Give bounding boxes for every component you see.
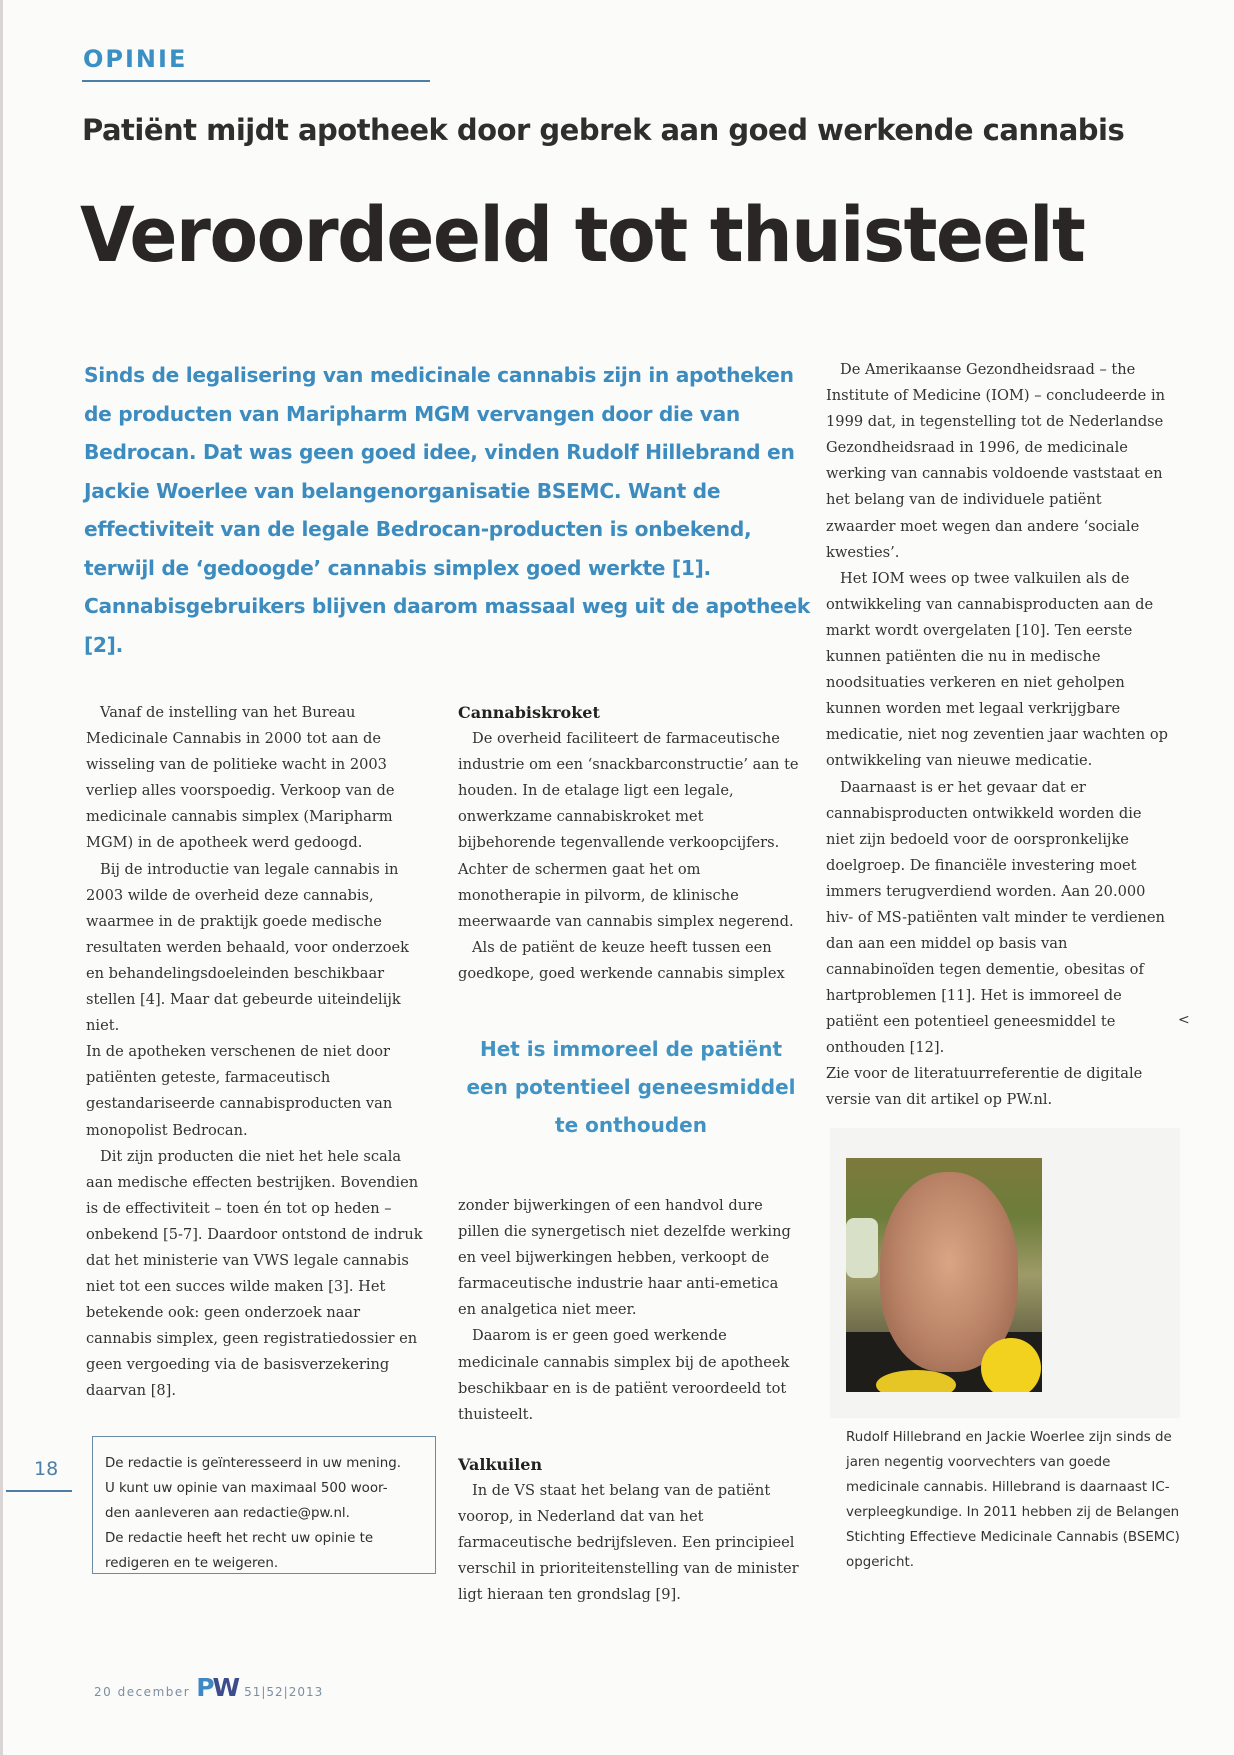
pw-logo-w: W (212, 1673, 239, 1702)
page-number: 18 (34, 1458, 59, 1480)
subheading: Valkuilen (458, 1455, 543, 1474)
article-column-2-top (458, 700, 800, 987)
editor-note-line: De redactie heeft het recht uw opinie te (105, 1531, 374, 1546)
subheading: Cannabiskroket (458, 703, 600, 722)
body-paragraph: Als de patiënt de keuze heeft tussen een goedkope, goed werkende cannabis simplex (458, 938, 785, 982)
pull-quote: Het is immoreel de patiënt een potentieel geneesmiddel te onthouden (466, 1037, 796, 1137)
author-photo (846, 1158, 1042, 1392)
article-column-2-middle (458, 1193, 800, 1428)
editor-note-line: U kunt uw opinie van maximaal 500 woor- (105, 1481, 388, 1496)
reference-note: Zie voor de literatuurreferentie de digitale versie van dit artikel op PW.nl. (826, 1065, 1143, 1108)
body-paragraph: De Amerikaanse Gezondheidsraad – the Institute of Medicine (IOM) – concludeerde in 1999 dat, in tegenstelling tot de Nederlandse Gezondheidsraad in 1996, de medicinale werking van cannabis voldoende vaststaat en het belang van de individuele patiënt zwaarder moet wegen dan andere ‘sociale kwesties’. (826, 361, 1166, 561)
editor-note-box (92, 1436, 436, 1574)
body-paragraph: In de apotheken verschenen de niet door patiënten geteste, farmaceutisch gestandariseerde cannabisproducten van monopolist Bedrocan. (86, 1043, 393, 1139)
editor-note-line: den aanleveren aan redactie@pw.nl. (105, 1506, 350, 1521)
section-label: OPINIE (83, 45, 188, 73)
article-column-3 (826, 357, 1174, 1062)
article-column-1 (86, 700, 426, 1405)
pw-logo (196, 1673, 238, 1702)
body-paragraph: In de VS staat het belang van de patiënt voorop, in Nederland dat van het farmaceutische bedrijfsleven. Een principieel verschil in prioriteitenstelling van de minister ligt hieraan ten grondslag [9]. (458, 1482, 799, 1604)
photo-flower (876, 1370, 956, 1392)
body-paragraph: De overheid faciliteert de farmaceutische industrie om een ‘snackbarconstructie’ aan te houden. In de etalage ligt een legale, onwerkzame cannabiskroket met bijbehorende tegenvallende verkoopcijfers. Achter de schermen gaat het om monotherapie in pilvorm, de klinische meerwaarde van cannabis simplex negerend. (458, 730, 799, 930)
footer (94, 1673, 323, 1702)
section-rule (82, 80, 430, 82)
body-paragraph: Daarnaast is er het gevaar dat er cannabisproducten ontwikkeld worden die niet zijn bedoeld voor de oorspronkelijke doelgroep. De financiële investering moet immers terugverdiend worden. Aan 20.000 hiv- of MS-patiënten valt minder te verdienen dan aan een middel op basis van cannabinoïden tegen dementie, obesitas of hartproblemen [11]. Het is immoreel de patiënt een potentieel geneesmiddel te onthouden [12]. (826, 778, 1165, 1057)
photo-caption: Rudolf Hillebrand en Jackie Woerlee zijn sinds de jaren negentig voorvechters van goede medicinale cannabis. Hillebrand is daarnaast IC-verpleegkundige. In 2011 hebben zij de Belangen Stichting Effectieve Medicinale Cannabis (BSEMC) opgericht. (846, 1430, 1180, 1570)
page-number-rule (6, 1490, 72, 1492)
headline: Veroordeeld tot thuisteelt (80, 190, 1085, 279)
body-paragraph: Bij de introductie van legale cannabis in 2003 wilde de overheid deze cannabis, waarmee in de praktijk goede medische resultaten werden behaald, voor onderzoek en behandelingsdoeleinden beschikbaar stellen [4]. Maar dat gebeurde uiteindelijk niet. (86, 860, 409, 1035)
editor-note-line: redigeren en te weigeren. (105, 1556, 279, 1571)
editor-note-line: De redactie is geïnteresseerd in uw mening. (105, 1456, 401, 1471)
footer-date: 20 december (94, 1685, 191, 1699)
article-column-2-bottom (458, 1452, 808, 1609)
photo-flower (981, 1338, 1041, 1392)
body-paragraph: Daarom is er geen goed werkende medicinale cannabis simplex bij de apotheek beschikbaar en is de patiënt veroordeeld tot thuisteelt. (458, 1327, 790, 1423)
body-paragraph: Het IOM wees op twee valkuilen als de ontwikkeling van cannabisproducten aan de markt wordt overgelaten [10]. Ten eerste kunnen patiënten die nu in medische noodsituaties verkeren en niet geholpen kunnen worden met legaal verkrijgbare medicatie, niet nog zeventien jaar wachten op ontwikkeling van nieuwe medicatie. (826, 569, 1168, 770)
kicker: Patiënt mijdt apotheek door gebrek aan goed werkende cannabis (82, 113, 1125, 147)
footer-issue: 51|52|2013 (244, 1685, 324, 1699)
body-paragraph: zonder bijwerkingen of een handvol dure pillen die synergetisch niet dezelfde werking en veel bijwerkingen hebben, verkoopt de farmaceutische industrie haar anti-emetica en analgetica niet meer. (458, 1197, 791, 1319)
photo-flowers-left (846, 1218, 878, 1278)
page-edge (0, 0, 3, 1755)
body-paragraph: Vanaf de instelling van het Bureau Medicinale Cannabis in 2000 tot aan de wisseling van de politieke wacht in 2003 verliep alles voorspoedig. Verkoop van de medicinale cannabis simplex (Maripharm MGM) in de apotheek werd gedoogd. (86, 704, 395, 852)
pw-logo-p: P (196, 1673, 213, 1702)
margin-mark: < (1178, 1012, 1190, 1028)
body-paragraph: Dit zijn producten die niet het hele scala aan medische effecten bestrijken. Bovendien is de effectiviteit – toen én tot op heden – onbekend [5-7]. Daardoor ontstond de indruk dat het ministerie van VWS legale cannabis niet tot een succes wilde maken [3]. Het betekende ook: geen onderzoek naar cannabis simplex, geen registratiedossier en geen vergoeding via de basisverzekering daarvan [8]. (86, 1147, 423, 1400)
lead-paragraph: Sinds de legalisering van medicinale cannabis zijn in apotheken de producten van Maripharm MGM vervangen door die van Bedrocan. Dat was geen goed idee, vinden Rudolf Hillebrand en Jackie Woerlee van belangenorganisatie BSEMC. Want de effectiviteit van de legale Bedrocan-producten is onbekend, terwijl de ‘gedoogde’ cannabis simplex goed werkte [1]. Cannabisgebruikers blijven daarom massaal weg uit de apotheek [2]. (84, 363, 810, 657)
